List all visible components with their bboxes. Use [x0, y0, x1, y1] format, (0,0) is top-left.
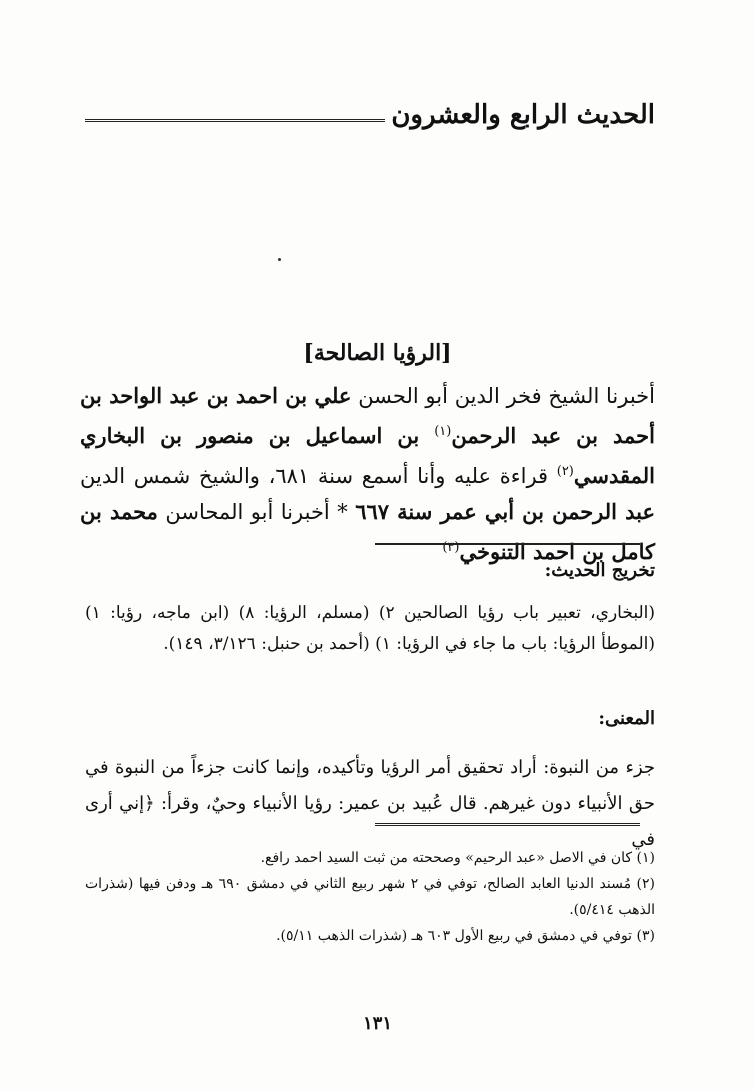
section-divider	[375, 543, 640, 545]
footnote-ref-3[interactable]: (٣)	[442, 540, 460, 555]
isnad-name-1-cont: بن اسماعيل بن منصور بن البخاري المقدسي	[80, 423, 655, 488]
takhrij-heading: تخريج الحديث:	[544, 560, 655, 581]
footnote-2: (٢) مُسند الدنيا العابد الصالح، توفي في ٢ شهر ربيع الثاني في دمشق ٦٩٠ هـ ودفن فيها (شذرات الذهب ٥/٤١٤).	[85, 876, 655, 918]
footnote-1: (١) كان في الاصل «عبد الرحيم» وصححته من ثبت السيد احمد رافع.	[260, 850, 655, 866]
isnad-name-2: عبد الرحمن بن أبي عمر سنة ٦٦٧	[355, 499, 656, 524]
isnad-part-3: * أخبرنا أبو المحاسن	[157, 500, 356, 524]
isnad-paragraph	[80, 378, 655, 570]
footnote-divider	[375, 823, 640, 826]
isnad-name-1: علي بن احمد بن عبد الواحد بن أحمد بن عبد الرحمن	[80, 383, 655, 448]
chapter-title: الحديث الرابع والعشرون	[391, 100, 655, 130]
footnote-3: (٣) توفي في دمشق في ربيع الأول ٦٠٣ هـ (شذرات الذهب ٥/١١).	[276, 928, 655, 944]
maana-heading: المعنى:	[598, 708, 655, 729]
footnote-ref-2[interactable]: (٢)	[556, 464, 574, 479]
isnad-part-1: أخبرنا الشيخ فخر الدين أبو الحسن	[351, 384, 655, 408]
maana-text: جزء من النبوة: أراد تحقيق أمر الرؤيا وتأكيده، وإنما كانت جزءاً من النبوة في حق الأنبياء دون غيرهم. قال عُبيد بن عمير: رؤيا الأنبياء وحيٌ، وقرأ: ﴿إني أرى في	[85, 757, 655, 850]
header-rule	[85, 119, 385, 122]
footnote-ref-1[interactable]: (١)	[434, 424, 452, 439]
section-title: [الرؤيا الصالحة]	[303, 340, 452, 366]
footnotes	[85, 845, 655, 949]
hadith-isnad	[80, 378, 655, 570]
chapter-header	[85, 88, 655, 128]
isnad-name-3: محمد بن كامل بن احمد التنوخي	[80, 499, 655, 564]
isnad-part-2: قراءة عليه وأنا أسمع سنة ٦٨١، والشيخ شمس الدين	[80, 464, 557, 488]
print-speck	[278, 258, 281, 261]
page-number: ١٣١	[362, 1013, 392, 1034]
takhrij-text: (البخاري، تعبير باب رؤيا الصالحين ٢) (مسلم، الرؤيا: ٨) (ابن ماجه، رؤيا: ١) (الموطأ الرؤيا: باب ما جاء في الرؤيا: ١) (أحمد بن حنبل: ٣/١٢٦، ١٤٩).	[85, 603, 655, 654]
